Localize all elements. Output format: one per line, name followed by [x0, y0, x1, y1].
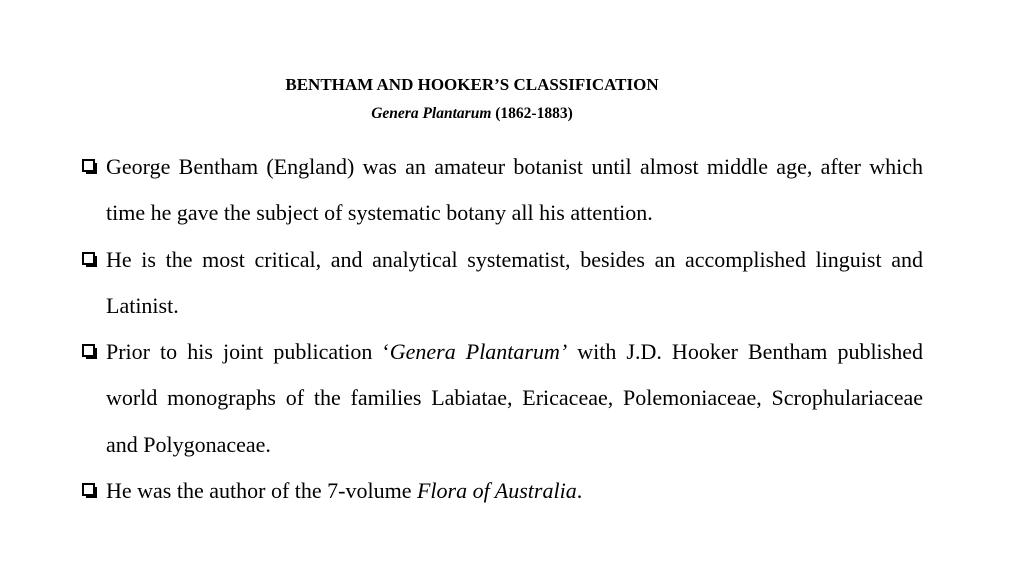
bullet-item-2	[82, 237, 923, 330]
bullet-text-italic: Genera Plantarum’	[389, 339, 568, 365]
bullet-text-italic: Flora of Australia	[416, 478, 577, 504]
page-title: BENTHAM AND HOOKER’S CLASSIFICATION	[285, 75, 659, 94]
checkbox-bullet-icon	[82, 159, 95, 172]
checkbox-bullet-icon	[82, 344, 95, 357]
checkbox-bullet-icon	[82, 483, 95, 496]
bullet-text-post: .	[576, 478, 583, 504]
bullet-item-4	[82, 468, 923, 514]
checkbox-bullet-icon	[82, 252, 95, 265]
bullet-text: He is the most critical, and analytical systematist, besides an accomplished linguist and Latinist.	[106, 246, 923, 318]
subtitle-work-title: Genera Plantarum	[371, 105, 492, 122]
bullet-item-1	[82, 144, 923, 237]
subtitle-years: (1862-1883)	[495, 105, 573, 122]
bullet-text-post: with J.D. Hooker Bentham published world monographs of the families Labiatae, Ericaceae, Polemoniaceae, Scrophulariaceae and Polygonaceae.	[106, 339, 923, 457]
bullet-text: George Bentham (England) was an amateur botanist until almost middle age, after which time he gave the subject of systematic botany all his attention.	[106, 154, 923, 226]
bullet-list	[82, 144, 923, 514]
bullet-text-pre: Prior to his joint publication ‘	[106, 339, 390, 365]
bullet-text-pre: He was the author of the 7-volume	[106, 478, 417, 504]
bullet-item-3	[82, 329, 923, 468]
page-subtitle	[0, 104, 944, 124]
